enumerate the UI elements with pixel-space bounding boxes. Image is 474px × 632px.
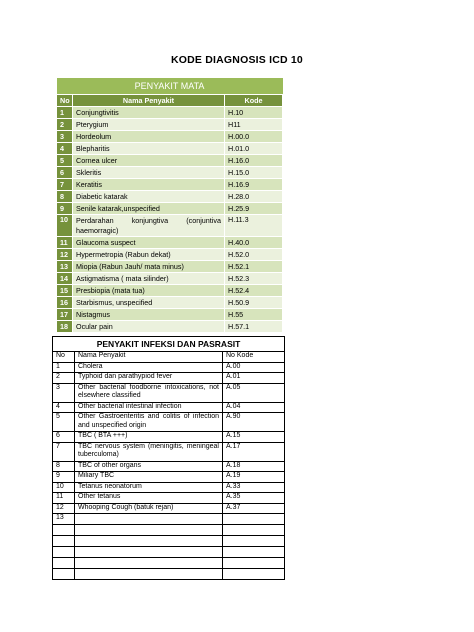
table-row (57, 297, 283, 309)
row-name: Ocular pain (73, 321, 225, 333)
table-row (57, 119, 283, 131)
row-no: 7 (53, 442, 75, 461)
row-code: H.40.0 (225, 237, 283, 249)
row-name: Other tetanus (75, 493, 223, 504)
row-code: A.37 (223, 503, 285, 514)
row-name: Typhoid dan parathypiod fever (75, 373, 223, 384)
table-banner (57, 78, 283, 95)
empty-cell (53, 546, 75, 557)
empty-row (53, 546, 285, 557)
empty-row (53, 557, 285, 568)
row-code: A.05 (223, 383, 285, 402)
row-no: 1 (53, 362, 75, 373)
table-row (53, 383, 285, 402)
row-code: H.01.0 (225, 143, 283, 155)
table-title: PENYAKIT INFEKSI DAN PASRASIT (53, 337, 285, 352)
row-no: 15 (57, 285, 73, 297)
row-name: Conjungtivitis (73, 107, 225, 119)
table-row (57, 155, 283, 167)
empty-cell (75, 546, 223, 557)
table-title: PENYAKIT MATA (57, 78, 283, 95)
row-name: Cornea ulcer (73, 155, 225, 167)
row-no: 2 (53, 373, 75, 384)
row-name: Senile katarak,unspecified (73, 203, 225, 215)
table-row (53, 432, 285, 443)
row-name: Diabetic katarak (73, 191, 225, 203)
table-row (57, 131, 283, 143)
column-header-code: No Kode (223, 352, 285, 363)
row-code: H.11.3 (225, 215, 283, 237)
row-name: Miliary TBC (75, 472, 223, 483)
row-code: A.90 (223, 413, 285, 432)
row-name: Skleritis (73, 167, 225, 179)
table-header-row (53, 352, 285, 363)
table-row (53, 402, 285, 413)
row-no: 1 (57, 107, 73, 119)
table-row (57, 285, 283, 297)
row-no: 3 (57, 131, 73, 143)
row-code: A.19 (223, 472, 285, 483)
row-name: Other Gastroenteritis and colitis of infection and unspecified origin (75, 413, 223, 432)
table-row (53, 493, 285, 504)
row-code: H.15.0 (225, 167, 283, 179)
row-code: A.33 (223, 482, 285, 493)
table-row (57, 215, 283, 237)
row-code (223, 514, 285, 525)
row-code: H.50.9 (225, 297, 283, 309)
row-name: Cholera (75, 362, 223, 373)
row-code: H.52.0 (225, 249, 283, 261)
row-name: TBC of other organs (75, 461, 223, 472)
table-row (57, 249, 283, 261)
row-no: 16 (57, 297, 73, 309)
empty-cell (223, 546, 285, 557)
row-no: 11 (53, 493, 75, 504)
row-no: 6 (57, 167, 73, 179)
row-name: Hypermetropia (Rabun dekat) (73, 249, 225, 261)
row-name: Presbiopia (mata tua) (73, 285, 225, 297)
table-row (57, 203, 283, 215)
row-code: H.25.9 (225, 203, 283, 215)
row-code: H.00.0 (225, 131, 283, 143)
row-name: Pterygium (73, 119, 225, 131)
row-no: 11 (57, 237, 73, 249)
table-row (53, 482, 285, 493)
row-code: H.28.0 (225, 191, 283, 203)
row-name: Blepharitis (73, 143, 225, 155)
row-name: Keratitis (73, 179, 225, 191)
row-code: H.16.0 (225, 155, 283, 167)
row-code: H.57.1 (225, 321, 283, 333)
row-code: H11 (225, 119, 283, 131)
row-no: 12 (57, 249, 73, 261)
row-code: A.01 (223, 373, 285, 384)
row-no: 4 (53, 402, 75, 413)
row-no: 5 (53, 413, 75, 432)
row-no: 8 (57, 191, 73, 203)
table-row (53, 461, 285, 472)
column-header-no: No (57, 95, 73, 107)
row-name: Miopia (Rabun Jauh/ mata minus) (73, 261, 225, 273)
empty-cell (223, 524, 285, 535)
table-row (57, 107, 283, 119)
table-row (57, 143, 283, 155)
empty-cell (223, 535, 285, 546)
table-row (57, 237, 283, 249)
empty-cell (53, 535, 75, 546)
empty-cell (75, 535, 223, 546)
row-name: Astigmatisma ( mata silinder) (73, 273, 225, 285)
table-row (57, 179, 283, 191)
row-code: H.52.4 (225, 285, 283, 297)
row-code: A.00 (223, 362, 285, 373)
empty-cell (53, 568, 75, 579)
table-row (53, 514, 285, 525)
table-row (57, 261, 283, 273)
row-no: 18 (57, 321, 73, 333)
empty-cell (75, 524, 223, 535)
row-name: Starbismus, unspecified (73, 297, 225, 309)
table-row (53, 442, 285, 461)
row-no: 6 (53, 432, 75, 443)
empty-row (53, 568, 285, 579)
row-name: TBC ( BTA +++) (75, 432, 223, 443)
table-row (57, 273, 283, 285)
row-code: H.10 (225, 107, 283, 119)
table-row (53, 503, 285, 514)
infection-disease-table (52, 336, 285, 580)
empty-cell (53, 557, 75, 568)
row-code: A.04 (223, 402, 285, 413)
row-name: Glaucoma suspect (73, 237, 225, 249)
row-no: 10 (53, 482, 75, 493)
row-code: A.15 (223, 432, 285, 443)
table-row (53, 362, 285, 373)
row-no: 12 (53, 503, 75, 514)
row-no: 17 (57, 309, 73, 321)
row-no: 7 (57, 179, 73, 191)
row-no: 13 (57, 261, 73, 273)
table-header-row (57, 95, 283, 107)
row-name: Perdarahan konjungtiva (conjuntiva haemorragic) (73, 215, 225, 237)
row-no: 9 (53, 472, 75, 483)
row-code: A.18 (223, 461, 285, 472)
column-header-name: Nama Penyakit (73, 95, 225, 107)
row-name: Tetanus neonatorum (75, 482, 223, 493)
empty-cell (53, 524, 75, 535)
row-no: 3 (53, 383, 75, 402)
empty-cell (223, 557, 285, 568)
row-no: 4 (57, 143, 73, 155)
row-no: 8 (53, 461, 75, 472)
table-banner (53, 337, 285, 352)
row-name: Hordeolum (73, 131, 225, 143)
row-no: 14 (57, 273, 73, 285)
empty-row (53, 535, 285, 546)
empty-cell (75, 557, 223, 568)
row-no: 9 (57, 203, 73, 215)
column-header-name: Nama Penyakit (75, 352, 223, 363)
row-no: 5 (57, 155, 73, 167)
row-code: A.17 (223, 442, 285, 461)
table-row (57, 321, 283, 333)
table-row (53, 373, 285, 384)
row-name (75, 514, 223, 525)
table-row (53, 472, 285, 483)
eye-disease-table (56, 78, 283, 333)
row-no: 2 (57, 119, 73, 131)
table-row (57, 191, 283, 203)
row-code: H.55 (225, 309, 283, 321)
row-code: H.52.3 (225, 273, 283, 285)
empty-row (53, 524, 285, 535)
column-header-no: No (53, 352, 75, 363)
row-no: 13 (53, 514, 75, 525)
row-name: Nistagmus (73, 309, 225, 321)
row-name: Whooping Cough (batuk rejan) (75, 503, 223, 514)
table-row (57, 167, 283, 179)
row-name: Other bacterial intestinal infection (75, 402, 223, 413)
column-header-code: Kode (225, 95, 283, 107)
row-code: H.52.1 (225, 261, 283, 273)
table-row (53, 413, 285, 432)
row-no: 10 (57, 215, 73, 237)
page-title: KODE DIAGNOSIS ICD 10 (171, 54, 303, 66)
row-code: A.35 (223, 493, 285, 504)
row-code: H.16.9 (225, 179, 283, 191)
empty-cell (223, 568, 285, 579)
table-row (57, 309, 283, 321)
row-name: Other bacterial foodborne intoxications, not elsewhere classified (75, 383, 223, 402)
row-name: TBC nervous system (meningitis, meningeal tuberculoma) (75, 442, 223, 461)
empty-cell (75, 568, 223, 579)
